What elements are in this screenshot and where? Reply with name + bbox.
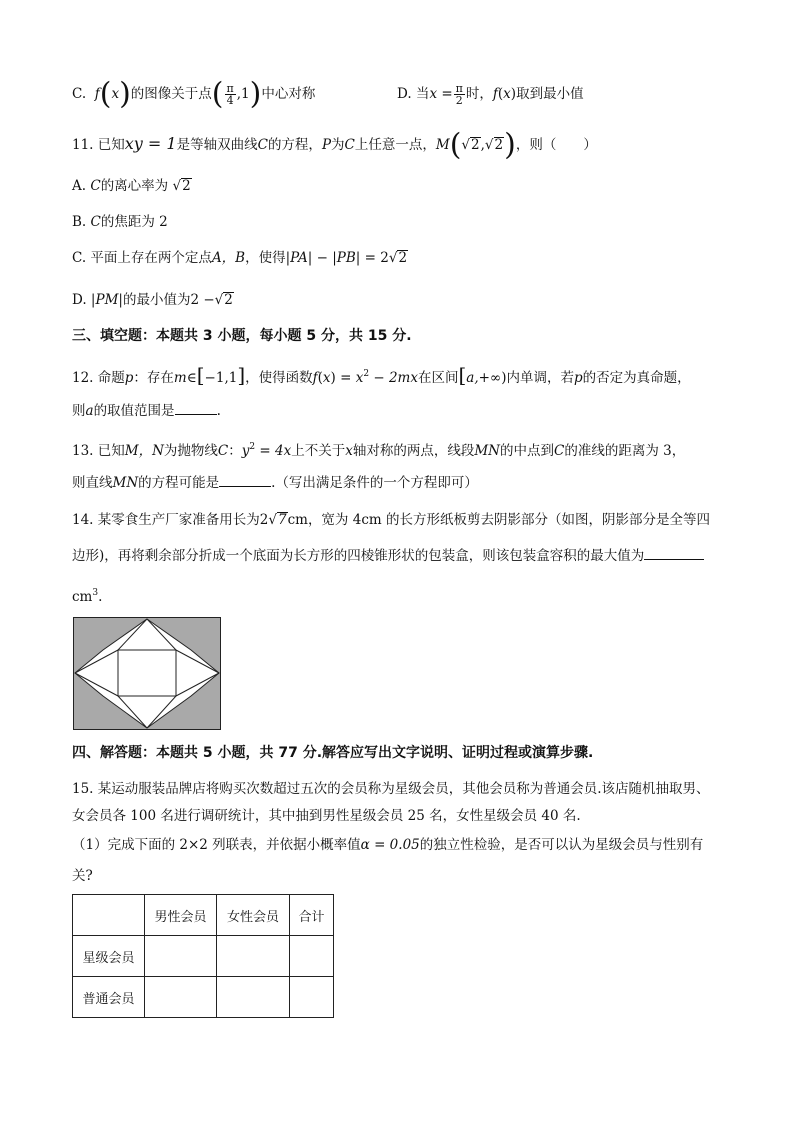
q11-option-a: A. C的离心率为 √2 (72, 178, 191, 194)
q14-figure (73, 617, 221, 730)
table-cell (145, 936, 217, 977)
q11-option-b: B. C的焦距为 2 (72, 214, 168, 230)
q10-option-d: D. 当x = $\frac{\pi}{2}$ 时，f(x)取到最小值 (397, 82, 584, 107)
table-row (73, 977, 334, 1018)
table-header-cell: 男性会员 (145, 895, 217, 936)
table-row (73, 936, 334, 977)
q15-line4: 关? (72, 868, 93, 884)
contingency-table (72, 894, 334, 1018)
table-row-label: 普通会员 (73, 977, 145, 1018)
table-cell (145, 977, 217, 1018)
q11-option-c: C. 平面上存在两个定点A，B，使得|PA| − |PB| = 2√2 (72, 250, 408, 266)
q12-line2: 则a的取值范围是 . (72, 403, 221, 419)
section-4-title: 四、解答题：本题共 5 小题，共 77 分.解答应写出文字说明、证明过程或演算步骤. (72, 745, 594, 761)
table-header-cell: 女性会员 (217, 895, 290, 936)
q11-stem: 11. 已知xy = 1是等轴双曲线C的方程，P为C上任意一点，M(√2,√2)，则（ ） (72, 127, 597, 163)
q13-line1: 13. 已知M，N为抛物线C：$y^2 = 4x$上不关于x轴对称的两点，线段MN的中点到C的准线的距离为 3， (72, 442, 686, 459)
q14-unit: $cm^3$. (72, 588, 103, 605)
q13-line2: 则直线MN的方程可能是 .（写出满足条件的一个方程即可） (72, 475, 478, 491)
table-header-cell: 合计 (290, 895, 334, 936)
q14-line1: 14. 某零食生产厂家准备用长为2√7cm，宽为 4cm 的长方形纸板剪去阴影部分（如图，阴影部分是全等四 (72, 512, 710, 528)
q15-line1: 15. 某运动服装品牌店将购买次数超过五次的会员称为星级会员，其他会员称为普通会员.该店随机抽取男、 (72, 781, 710, 797)
table-row-label: 星级会员 (73, 936, 145, 977)
table-cell (290, 977, 334, 1018)
table-cell (217, 936, 290, 977)
table-cell (217, 977, 290, 1018)
q14-line2: 边形)，再将剩余部分折成一个底面为长方形的四棱锥形状的包装盒，则该包装盒容积的最大值为 (72, 546, 704, 566)
table-header-cell (73, 895, 145, 936)
table-header-row (73, 895, 334, 936)
table-cell (290, 936, 334, 977)
q15-line2: 女会员各 100 名进行调研统计，其中抽到男性星级会员 25 名，女性星级会员 40 名. (72, 808, 581, 824)
q10-option-c: C. f(x)的图像关于点( $\frac{\pi}{4}$ ,1)中心对称 (72, 76, 316, 112)
q15-sub1: （1）完成下面的 2×2 列联表，并依据小概率值α = 0.05的独立性检验，是否可以认为星级会员与性别有 (72, 837, 704, 853)
q11-option-d: D. |PM|的最小值为2 −√2 (72, 292, 233, 308)
section-3-title: 三、填空题：本题共 3 小题，每小题 5 分，共 15 分. (72, 328, 412, 344)
q12-line1: 12. 命题p：存在m∈[−1,1]，使得函数$f(x) = x^2 - 2mx$在区间[a,+∞)内单调，若p的否定为真命题， (72, 363, 691, 387)
figure-base-rect (118, 650, 176, 696)
